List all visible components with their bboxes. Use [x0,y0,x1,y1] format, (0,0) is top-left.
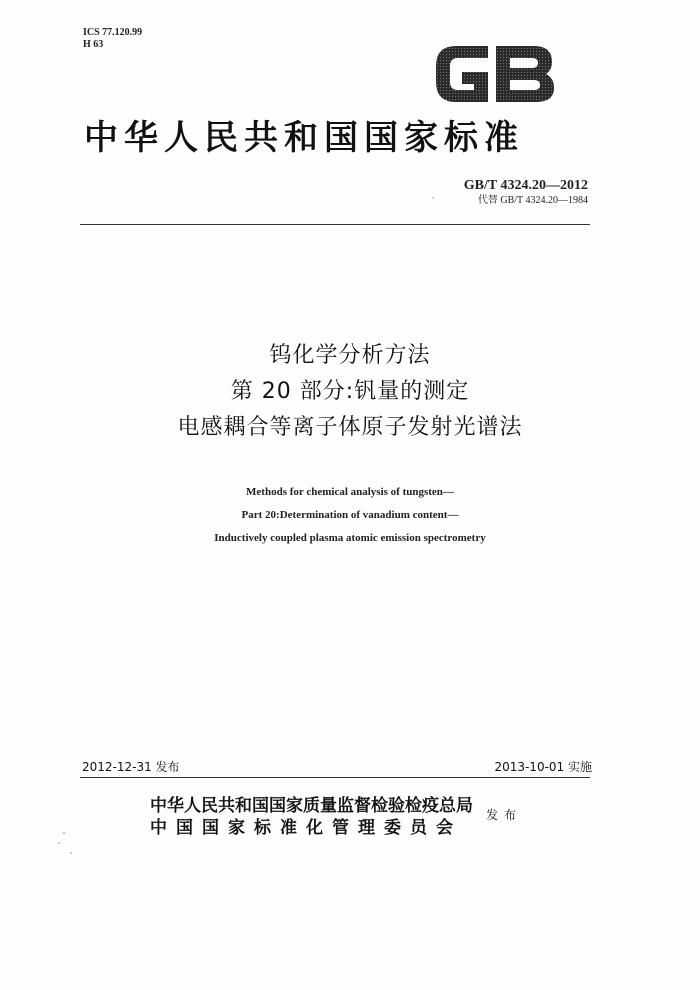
header-divider [80,224,590,225]
issue-date: 2012-12-31 发布 [82,760,180,774]
replaces-standard: 代替 GB/T 4324.20—1984 [477,195,588,206]
issuer-line1: 中华人民共和国国家质量监督检验检疫总局 [150,796,473,816]
ics-code: ICS 77.120.99 [83,27,143,38]
title-zh-line3: 电感耦合等离子体原子发射光谱法 [177,415,523,440]
title-zh-line2: 第 20 部分:钒量的测定 [230,379,470,404]
standard-number: GB/T 4324.20—2012 [463,178,588,193]
gb-logo [430,38,560,110]
scan-speck [63,832,65,834]
implementation-date: 2013-10-01 实施 [494,760,592,774]
title-en-line3: Inductively coupled plasma atomic emission spectrometry [214,532,486,544]
scan-speck [58,842,60,844]
standard-number-block [464,177,588,207]
title-zh-line1: 钨化学分析方法 [269,343,431,368]
footer-divider [80,777,590,778]
title-en-line1: Methods for chemical analysis of tungsten— [246,486,454,498]
issue-label: 发布 [486,808,523,822]
standard-category-title: 中华人民共和国国家标准 [84,118,524,158]
scan-speck [432,197,434,199]
issuer-line2: 中国国家标准化管理委员会 [150,818,462,838]
classification-codes [83,27,142,51]
scan-speck [70,852,72,854]
issuing-authorities [150,795,473,839]
ccs-code: H 63 [83,39,104,50]
title-en-line2: Part 20:Determination of vanadium content— [241,509,459,521]
dates-row [80,758,592,776]
